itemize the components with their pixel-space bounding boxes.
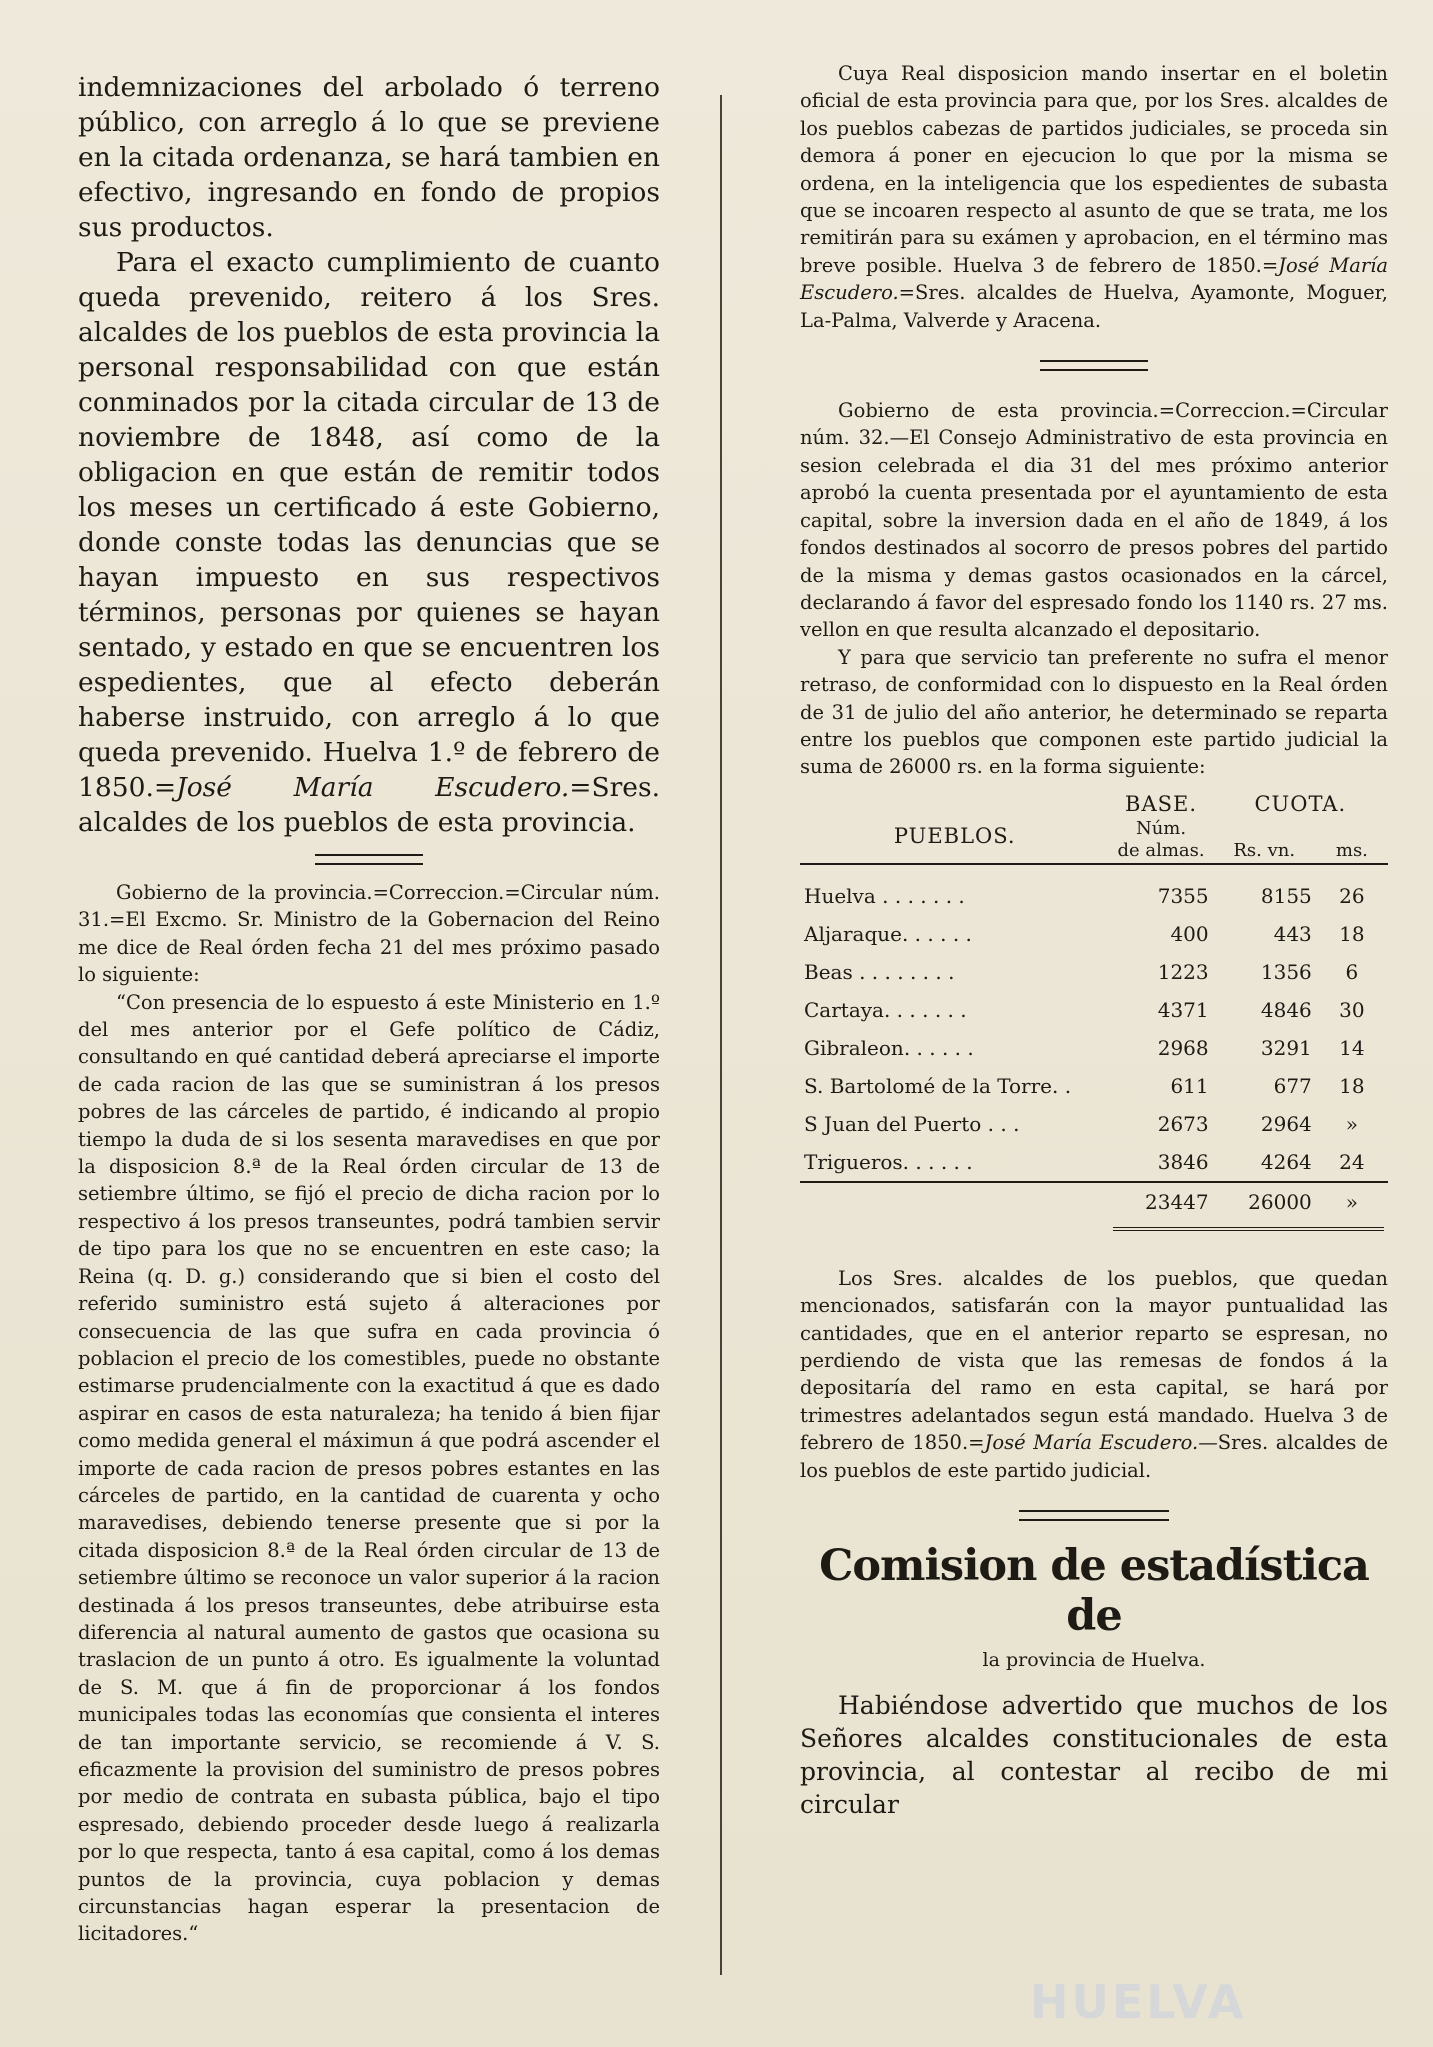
table-bottom-rule [800,1221,1388,1243]
circular-32-paragraph-2: Y para que servicio tan preferente no sufra el menor retraso, de conformidad con lo dispuesto en la Real órden de 31 de julio del año anterior, he determinado se reparta entre los pueblos que componen este partido judicial la suma de 26000 rs. en la forma siguiente: [800,645,1388,779]
cell-pueblo: S Juan del Puerto . . . [804,1111,1020,1136]
table-row [800,1029,1388,1067]
intro-paragraph: indemnizaciones del arbolado ó terreno público, con arreglo á lo que se previene en la citada ordenanza, se hará tambien en efectivo, ingresando en fondo de propios sus productos. [78,72,660,243]
total-ms: » [1316,1182,1388,1221]
circular-31 [78,879,660,1948]
section-divider [315,854,423,865]
section-subheading: la provincia de Huelva. [982,1649,1206,1671]
cell-base: 400 [1170,921,1209,946]
cell-rs: 677 [1273,1073,1312,1098]
signature-name: =José María Escudero. [153,772,570,803]
total-rs: 26000 [1213,1182,1316,1221]
circular-32-text-3: Los Sres. alcaldes de los pueblos, que quedan mencionados, satisfarán con la mayor puntualidad las cantidades, que en el anterior reparto se espresan, no perdiendo de vista que las remesas de fondos á la depositaría del ramo en esta capital, se hará por trimestres adelantados segun está mandado. Huelva 3 de febrero de 1850. [800,1266,1388,1455]
continuation-paragraph [800,60,1388,334]
header-cuota: CUOTA. [1254,791,1347,816]
section-heading: Comision de estadística de [819,1541,1369,1641]
cell-pueblo: Trigueros. . . . . . [804,1149,973,1174]
left-column [78,70,660,1948]
final-paragraph: Habiéndose advertido que muchos de los Señores alcaldes constitucionales de esta provincia, al contestar al recibo de mi circular [800,1691,1388,1819]
cell-rs: 4264 [1260,1149,1312,1174]
table-row [800,877,1388,915]
cell-base: 2673 [1157,1111,1209,1136]
table-row [800,953,1388,991]
table-row-total [800,1182,1388,1221]
table-row [800,1067,1388,1105]
responsibility-text: Para el exacto cumplimiento de cuanto queda prevenido, reitero á los Sres. alcaldes de los pueblos de esta provincia la personal responsabilidad con que están conminados por la citada circular de 13 de noviembre de 1848, así como de la obligacion en que están de remitir todos los meses un certificado á este Gobierno, donde conste todas las denuncias que se hayan impuesto en sus respectivos términos, personas por quienes se hayan sentado, y estado en que se encuentren los espedientes, que al efecto deberán haberse instruido, con arreglo á lo que queda prevenido. Huelva 1.º de febrero de 1850. [78,247,660,803]
cell-ms: 26 [1339,883,1365,908]
final-paragraph-wrap [800,1689,1388,1821]
header-num: Núm. [1135,817,1187,839]
cell-pueblo: Gibraleon. . . . . . [804,1035,974,1060]
cell-ms: 14 [1339,1035,1365,1060]
continuation-text: Cuya Real disposicion mando insertar en el boletin oficial de esta provincia para que, por los Sres. alcaldes de los pueblos cabezas de partidos judiciales, se proceda sin demora á poner en ejecucion lo que por la misma se ordena, en la inteligencia que los espedientes de subasta que se incoaren respecto al asunto de que se trata, me los remitirán para su exámen y aprobacion, en el término mas breve posible. Huelva 3 de febrero de 1850. [800,62,1388,277]
cell-ms: 18 [1339,1073,1365,1098]
cell-rs: 2964 [1260,1111,1312,1136]
header-ms: ms. [1335,839,1368,861]
right-column [800,60,1388,1821]
cell-rs: 4846 [1260,997,1312,1022]
circular-32-signature: =José María Escudero. [968,1431,1199,1455]
table-body [800,877,1388,1182]
archive-watermark: HUELVA [1030,1975,1247,2029]
bottom-bar [1113,1227,1384,1237]
cell-base: 4371 [1157,997,1209,1022]
column-rule [720,95,722,1975]
cell-pueblo: Beas . . . . . . . . [804,959,955,984]
header-rs: Rs. vn. [1233,839,1296,861]
continuation-signature: =José María Escudero. [800,253,1389,305]
signature-addressees: =Sres. alcaldes de los pueblos de esta provincia. [78,772,660,838]
continuation-addressees: =Sres. alcaldes de Huelva, Ayamonte, Moguer, La-Palma, Valverde y Aracena. [800,281,1388,332]
circular-32-paragraph-3 [800,1265,1388,1484]
header-pueblos: PUEBLOS. [893,824,1016,849]
total-base: 23447 [1109,1182,1212,1221]
header-rule [800,864,1388,877]
circular-31-heading: Gobierno de la provincia.=Correccion.=Circular núm. 31.=El Excmo. Sr. Ministro de la Gobernacion del Reino me dice de Real órden fecha 21 del mes próximo pasado lo siguiente: [78,881,660,987]
cell-base: 3846 [1157,1149,1209,1174]
cell-rs: 3291 [1260,1035,1312,1060]
circular-31-body: “Con presencia de lo espuesto á este Ministerio en 1.º del mes anterior por el Gefe político de Cádiz, consultando en qué cantidad deberá apreciarse el importe de cada racion de las que se suministran á los presos pobres de las cárceles de partido, é indicando al propio tiempo la duda de si los sesenta maravedises en que por la disposicion 8.ª de la Real órden circular de 13 de setiembre último, se fijó el precio de dicha racion por lo respectivo á los presos transeuntes, podrá tambien servir de tipo para los que no se encuentren en este caso; la Reina (q. D. g.) considerando que si bien el costo del referido suministro está sujeto á alteraciones por consecuencia de las que sufra en cada provincia ó poblacion el precio de los comestibles, puede no obstante estimarse prudencialmente con la exactitud á que es dado aspirar en casos de esta naturaleza; ha tenido á bien fijar como medida general el máximun á que podrá ascender el importe de cada racion de presos pobres estantes en las cárceles de partido, en la cantidad de cuarenta y ocho maravedises, debiendo tenerse presente que si por la citada disposicion 8.ª de la Real órden circular de 13 de setiembre último se reconoce un valor superior á la racion destinada á los presos transeuntes, debe atribuirse esta diferencia al natural aumento de gastos que ocasiona su traslacion de un punto á otro. Es igualmente la voluntad de S. M. que á fin de proporcionar á los fondos municipales todas las economías que consienta el interes de tan importante servicio, se recomiende á V. S. eficazmente la provision del suministro de presos pobres por medio de contrata en subasta pública, bajo el tipo espresado, debiendo proceder desde luego á realizarla por lo que respecta, tanto á esa capital, como á los demas puntos de la provincia, cuya poblacion y demas circunstancias hagan esperar la presentacion de licitadores.“ [78,990,660,1946]
responsibility-paragraph [78,245,660,840]
cell-base: 611 [1170,1073,1209,1098]
cell-rs: 8155 [1260,883,1312,908]
cell-base: 2968 [1157,1035,1209,1060]
cell-ms: 18 [1339,921,1365,946]
circular-32-addressees: —Sres. alcaldes de los pueblos de este partido judicial. [800,1431,1388,1482]
cell-base: 1223 [1157,959,1209,984]
cell-pueblo: S. Bartolomé de la Torre. . [804,1073,1072,1098]
header-base: BASE. [1125,792,1198,817]
table-row [800,1143,1388,1182]
cell-rs: 1356 [1260,959,1312,984]
table-row [800,991,1388,1029]
header-almas: de almas. [1117,839,1205,861]
cell-base: 7355 [1157,883,1209,908]
cell-ms: 24 [1339,1149,1365,1174]
cell-ms: » [1345,1111,1359,1136]
circular-32-paragraph-1: Gobierno de esta provincia.=Correccion.=Circular núm. 32.—El Consejo Administrativo de esta provincia en sesion celebrada el dia 31 del mes próximo anterior aprobó la cuenta presentada por el ayuntamiento de esta capital, sobre la inversion dada en el año de 1849, á los fondos destinados al socorro de presos pobres del partido de la misma y demas gastos ocasionados en la cárcel, declarando á favor del espresado fondo los 1140 rs. 27 ms. vellon en que resulta alcanzado el depositario. [800,399,1388,642]
cell-pueblo: Aljaraque. . . . . . [804,921,972,946]
cell-rs: 443 [1273,921,1312,946]
total-label [800,1182,1109,1221]
table-row [800,1105,1388,1143]
section-divider [1040,360,1148,371]
distribution-table [800,791,1388,1243]
header-num-almas [1109,817,1212,864]
cell-ms: 6 [1345,959,1359,984]
table-row [800,915,1388,953]
cell-pueblo: Cartaya. . . . . . . [804,997,967,1022]
cell-pueblo: Huelva . . . . . . . [804,883,965,908]
section-divider [1019,1510,1169,1521]
cell-ms: 30 [1339,997,1365,1022]
